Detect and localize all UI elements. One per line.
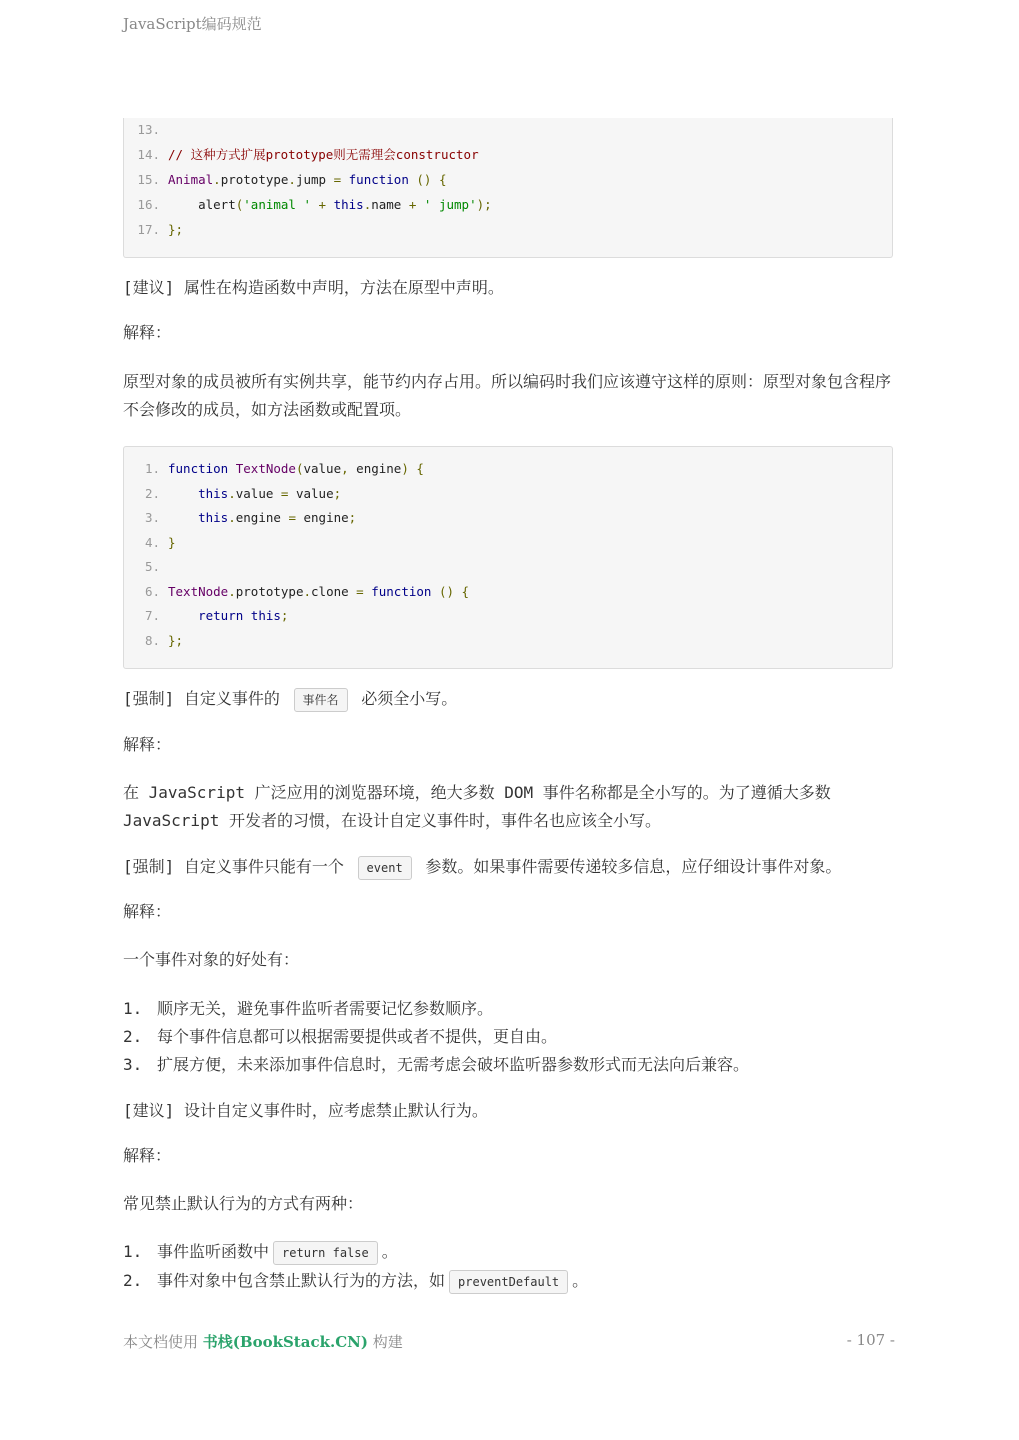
line-number: 1.	[144, 461, 160, 476]
rule-3-after: 参数。如果事件需要传递较多信息，应仔细设计事件对象。	[425, 857, 842, 876]
rule-3-before: [强制] 自定义事件只能有一个	[123, 857, 344, 876]
explain-1-label: 解释：	[123, 323, 172, 342]
code-1-line-3	[124, 170, 447, 190]
code-1-line-2	[124, 145, 479, 165]
rule-4: [建议] 设计自定义事件时，应考虑禁止默认行为。	[123, 1101, 488, 1120]
footer-suffix: 构建	[372, 1333, 403, 1351]
benefit-item-1-text: 顺序无关，避免事件监听者需要记忆参数顺序。	[157, 999, 494, 1018]
code-token: function	[363, 583, 432, 599]
code-token: 'animal '	[243, 197, 311, 212]
line-number: 13.	[137, 122, 160, 137]
line-number: 17.	[137, 222, 160, 237]
explain-3-label: 解释：	[123, 902, 172, 921]
line-number: 14.	[137, 147, 160, 162]
code-2-line-6	[124, 582, 469, 602]
code-token: engine	[295, 510, 349, 525]
line-number: 5.	[144, 559, 160, 574]
code-token: =	[280, 485, 289, 501]
explain-1-text: 原型对象的成员被所有实例共享，能节约内存占用。所以编码时我们应该遵守这样的原则：原型对象包含程序不会修改的成员，如方法函数或配置项。	[123, 372, 892, 419]
code-token: () {	[408, 172, 447, 187]
code-2-line-8	[124, 631, 183, 651]
code-token: name	[371, 197, 409, 212]
code-token: Animal	[168, 172, 214, 187]
rule-1: [建议] 属性在构造函数中声明，方法在原型中声明。	[123, 278, 504, 297]
explain-4-label: 解释：	[123, 1146, 172, 1165]
code-token: return	[168, 608, 244, 623]
benefit-item-3-num: 3.	[123, 1055, 143, 1074]
code-token: TextNode	[228, 461, 296, 476]
benefit-item-1-num: 1.	[123, 999, 143, 1018]
code-token: value	[303, 461, 342, 476]
code-token: value	[288, 485, 334, 501]
code-token: alert	[168, 197, 236, 212]
line-number: 4.	[144, 534, 160, 550]
rule-2-after: 必须全小写。	[361, 689, 458, 708]
method-item-1-after: 。	[381, 1242, 398, 1261]
code-token: .	[228, 510, 236, 525]
code-token: +	[408, 197, 417, 212]
code-token: jump	[295, 172, 334, 187]
benefit-item-2-text: 每个事件信息都可以根据需要提供或者不提供，更自由。	[157, 1027, 558, 1046]
page-header-title: JavaScript编码规范	[123, 15, 262, 33]
code-2-line-4	[124, 533, 176, 553]
code-2-line-3	[124, 508, 356, 528]
code-token: ,	[341, 461, 349, 476]
code-token: prototype	[235, 583, 304, 599]
method-item-2-text: 事件对象中包含禁止默认行为的方法，如	[157, 1271, 446, 1290]
method-item-1-code: return false	[273, 1241, 378, 1265]
code-token: =	[288, 510, 296, 525]
code-token: .	[288, 172, 296, 187]
code-2-line-5	[124, 557, 168, 577]
rule-2-code: 事件名	[294, 688, 348, 712]
rule-3-code: event	[358, 856, 412, 880]
code-token: this	[333, 197, 364, 212]
code-token: this	[168, 510, 229, 525]
rule-2-before: [强制] 自定义事件的	[123, 689, 280, 708]
benefit-item-2-num: 2.	[123, 1027, 143, 1046]
code-token: value	[235, 485, 281, 501]
explain-4-intro: 常见禁止默认行为的方式有两种：	[123, 1194, 364, 1213]
code-block-2	[123, 446, 893, 669]
code-token: () {	[431, 583, 470, 599]
code-2-line-2	[124, 484, 341, 504]
line-number: 7.	[144, 608, 160, 623]
line-number: 3.	[144, 510, 160, 525]
code-token: clone	[311, 583, 357, 599]
code-token: }	[168, 534, 176, 550]
code-token: ;	[333, 485, 342, 501]
code-1-line-4	[124, 195, 492, 215]
code-token: prototype	[220, 172, 289, 187]
line-number: 6.	[144, 583, 160, 599]
code-1-line-5	[124, 220, 183, 240]
explain-3-intro: 一个事件对象的好处有：	[123, 950, 300, 969]
method-item-2	[123, 1267, 588, 1295]
code-token: .	[303, 583, 312, 599]
code-2-line-7	[124, 606, 288, 626]
method-item-1-text: 事件监听函数中	[157, 1242, 270, 1261]
code-token: TextNode	[168, 583, 229, 599]
code-token: engine	[348, 461, 402, 476]
footer-brand-link[interactable]: 书栈(BookStack.CN)	[202, 1333, 368, 1351]
code-token: ' jump'	[416, 197, 477, 212]
explain-2-text: 在 JavaScript 广泛应用的浏览器环境，绝大多数 DOM 事件名称都是全小写的。为了遵循大多数 JavaScript 开发者的习惯，在设计自定义事件时，事件名也应该全小写。	[123, 783, 831, 830]
method-item-1	[123, 1238, 398, 1266]
code-token: ;	[280, 608, 289, 623]
line-number: 8.	[144, 632, 160, 648]
code-token: .	[228, 485, 236, 501]
code-token: .	[213, 172, 221, 187]
code-token: (	[295, 461, 304, 476]
line-number: 15.	[137, 172, 160, 187]
code-token: engine	[235, 510, 289, 525]
method-item-2-num: 2.	[123, 1271, 143, 1290]
code-token: };	[168, 222, 184, 237]
code-token: =	[333, 172, 342, 187]
benefit-item-1	[123, 995, 493, 1023]
footer-prefix: 本文档使用	[123, 1333, 199, 1351]
code-token: );	[476, 197, 492, 212]
code-token: (	[235, 197, 244, 212]
code-token: .	[228, 583, 236, 599]
code-token: ;	[348, 510, 357, 525]
page-number: - 107 -	[846, 1331, 895, 1349]
explain-2-label: 解释：	[123, 735, 172, 754]
code-token: +	[311, 197, 334, 212]
line-number: 2.	[144, 485, 160, 501]
method-item-1-num: 1.	[123, 1242, 143, 1261]
code-token: this	[243, 608, 281, 623]
code-token: function	[341, 172, 409, 187]
code-token: this	[168, 485, 229, 501]
code-token: ) {	[401, 461, 424, 476]
footer-credit	[123, 1331, 403, 1352]
rule-3	[123, 853, 898, 881]
code-1-line-1	[124, 120, 168, 140]
benefit-item-3-text: 扩展方便，未来添加事件信息时，无需考虑会破坏监听器参数形式而无法向后兼容。	[157, 1055, 750, 1074]
code-token: // 这种方式扩展prototype则无需理会constructor	[168, 147, 479, 162]
method-item-2-after: 。	[572, 1271, 589, 1290]
code-token: function	[168, 461, 229, 476]
code-token: };	[168, 632, 184, 648]
code-block-1	[123, 118, 893, 258]
code-2-line-1	[124, 459, 424, 479]
method-item-2-code: preventDefault	[449, 1270, 568, 1294]
benefit-item-3	[123, 1051, 749, 1079]
rule-2	[123, 685, 898, 713]
benefit-item-2	[123, 1023, 557, 1051]
code-token: =	[356, 583, 364, 599]
line-number: 16.	[137, 197, 160, 212]
code-token: .	[363, 197, 372, 212]
